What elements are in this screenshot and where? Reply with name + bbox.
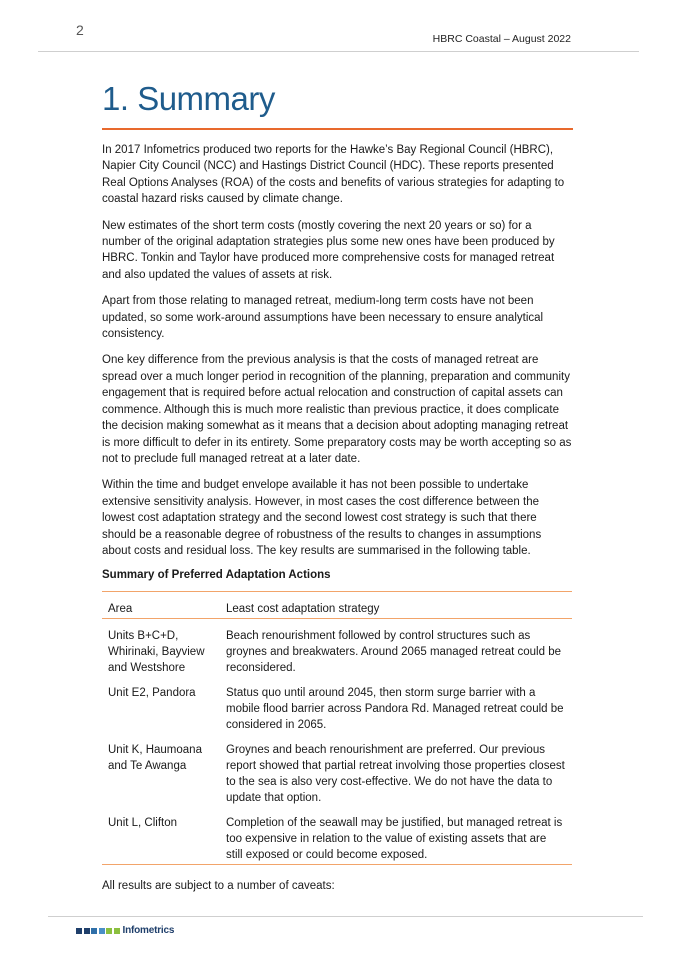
strategy-cell: Groynes and beach renourishment are preferred. Our previous report showed that partial retreat involving those properties closest to the sea is also very cost-effective. We do not have the data to update that option.	[226, 744, 565, 805]
paragraph: New estimates of the short term costs (mostly covering the next 20 years or so) for a number of the original adaptation strategies plus some new ones have been produced by HBRC. Tonkin and Taylor have produced more comprehensive costs for managed retreat and also updated the values of assets at risk.	[102, 219, 555, 281]
logo-square	[91, 928, 97, 934]
logo-square	[99, 928, 105, 934]
logo-squares-icon	[76, 928, 120, 934]
table-header-row	[102, 592, 572, 619]
running-header: HBRC Coastal – August 2022	[432, 33, 571, 45]
paragraph: In 2017 Infometrics produced two reports for the Hawke’s Bay Regional Council (HBRC), Napier City Council (NCC) and Hastings District Council (HDC). These reports presented Real Options Analyses (ROA) of the costs and benefits of various strategies for adapting to coastal hazard risks caused by climate change.	[102, 144, 565, 206]
column-header-area: Area	[102, 592, 220, 619]
strategy-cell: Beach renourishment followed by control structures such as groynes and breakwaters. Around 2065 managed retreat could be reconsidered.	[226, 630, 561, 675]
logo-square	[76, 928, 82, 934]
caveats-line: All results are subject to a number of caveats:	[102, 880, 335, 893]
column-header-strategy: Least cost adaptation strategy	[220, 592, 572, 619]
area-cell: Units B+C+D, Whirinaki, Bayview and Westshore	[108, 630, 205, 675]
strategy-cell: Status quo until around 2045, then storm surge barrier with a mobile flood barrier across Pandora Rd. Managed retreat could be considered in 2065.	[226, 687, 564, 732]
document-body	[102, 142, 572, 905]
logo-square	[114, 928, 120, 934]
area-cell: Unit L, Clifton	[108, 817, 178, 830]
logo-text: Infometrics	[122, 925, 175, 936]
table-row	[102, 733, 572, 806]
strategy-cell: Completion of the seawall may be justified, but managed retreat is too expensive in relation to the value of existing assets that are still exposed or could become exposed.	[226, 817, 563, 862]
table-heading: Summary of Preferred Adaptation Actions	[102, 569, 331, 582]
logo-square	[84, 928, 90, 934]
footer-divider	[48, 916, 643, 917]
header-divider	[38, 51, 639, 52]
table-row	[102, 676, 572, 733]
table-row	[102, 806, 572, 865]
page-number: 2	[76, 22, 84, 38]
paragraph: Apart from those relating to managed retreat, medium-long term costs have not been updated, so some work-around assumptions have been necessary to ensure analytical consistency.	[102, 295, 544, 341]
section-title: 1. Summary	[102, 80, 275, 117]
area-cell: Unit K, Haumoana and Te Awanga	[108, 744, 202, 773]
paragraph: Within the time and budget envelope available it has not been possible to undertake extensive sensitivity analysis. However, in most cases the cost difference between the lowest cost adaptation strategy and the second lowest cost strategy is such that there should be a reasonable degree of robustness of the results to changes in assumptions about costs and residual loss. The key results are summarised in the following table.	[102, 479, 542, 557]
infometrics-logo	[76, 925, 174, 936]
table-row	[102, 619, 572, 677]
paragraph: One key difference from the previous analysis is that the costs of managed retreat are spread over a much longer period in recognition of the planning, preparation and community engagement that is required before actual relocation and construction of capital assets can commence. Although this is much more realistic than previous practice, it does complicate the decision making somewhat as it means that a decision about adopting managing retreat is more difficult to defer in its entirety. Some preparatory costs may be worth accepting so as not to preclude full managed retreat at a later date.	[102, 354, 572, 465]
title-underline	[102, 128, 573, 130]
area-cell: Unit E2, Pandora	[108, 687, 196, 700]
summary-table	[102, 591, 572, 865]
logo-square	[106, 928, 112, 934]
